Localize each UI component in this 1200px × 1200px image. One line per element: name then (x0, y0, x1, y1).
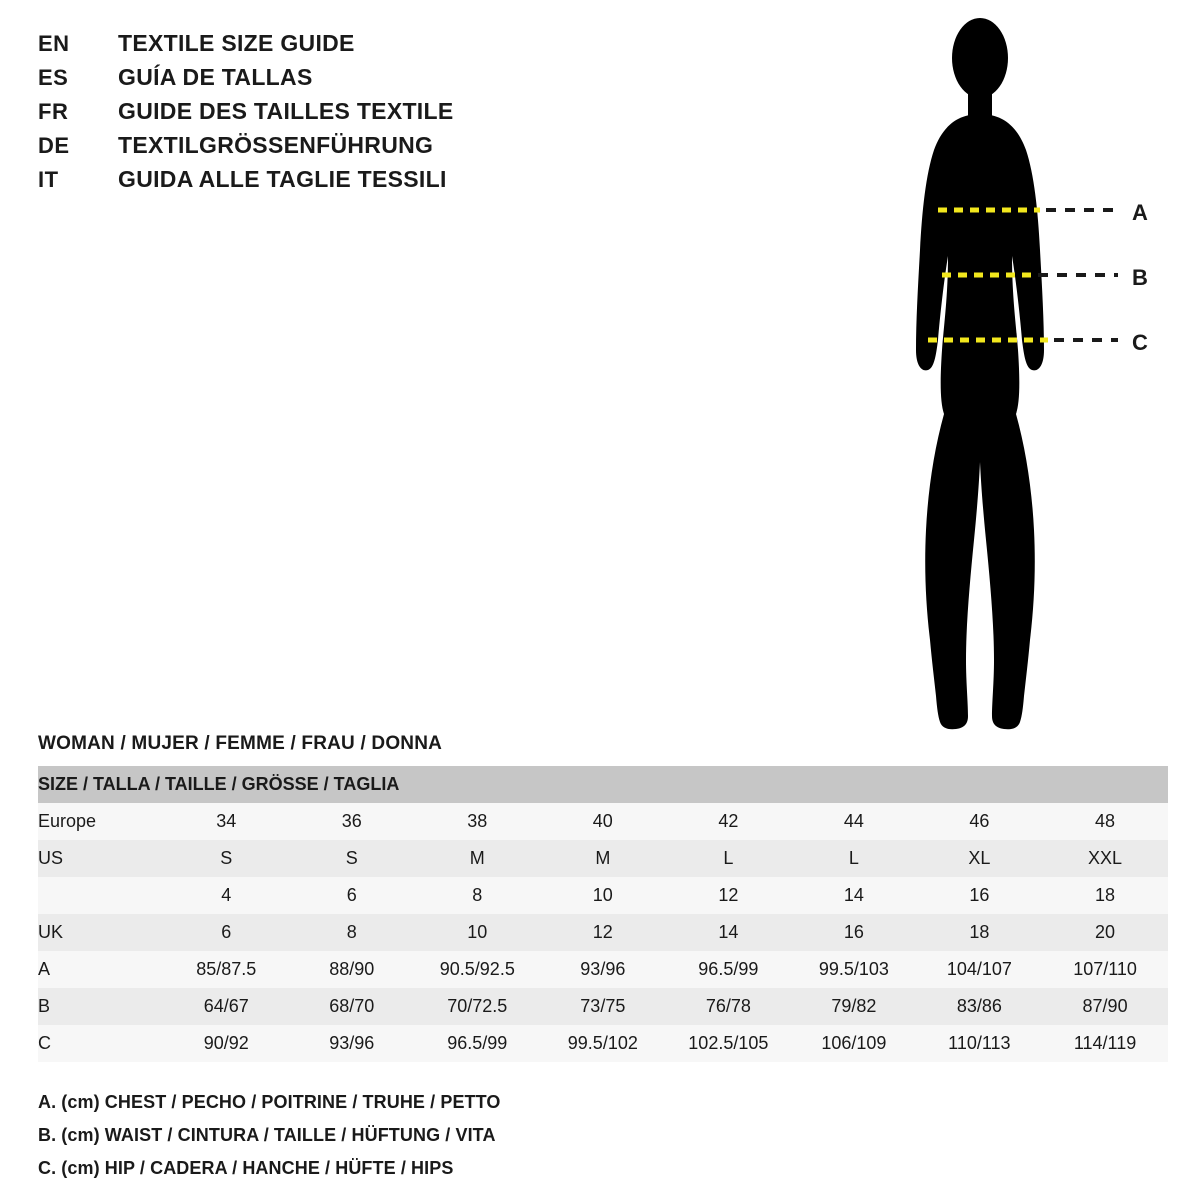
measurement-figure (860, 10, 1190, 750)
cell: 12 (540, 914, 666, 951)
table-row (38, 988, 1168, 1025)
table-header-label: SIZE / TALLA / TAILLE / GRÖSSE / TAGLIA (38, 766, 1168, 803)
table-row (38, 877, 1168, 914)
title-block (38, 30, 558, 200)
marker-label-a: A (1132, 200, 1148, 225)
cell: 8 (289, 914, 415, 951)
cell: 90.5/92.5 (415, 951, 541, 988)
title-lang-fr: FR (38, 99, 69, 124)
cell: 76/78 (666, 988, 792, 1025)
cell: 93/96 (289, 1025, 415, 1062)
title-row-de (38, 132, 558, 166)
row-label: A (38, 951, 164, 988)
cell: 40 (540, 803, 666, 840)
cell: 106/109 (791, 1025, 917, 1062)
cell: 6 (164, 914, 290, 951)
cell: 88/90 (289, 951, 415, 988)
cell: 110/113 (917, 1025, 1043, 1062)
title-text-it: GUIDA ALLE TAGLIE TESSILI (118, 166, 447, 192)
cell: 8 (415, 877, 541, 914)
title-lang-it: IT (38, 167, 59, 192)
row-label: C (38, 1025, 164, 1062)
cell: 16 (791, 914, 917, 951)
row-label: US (38, 840, 164, 877)
table-row (38, 951, 1168, 988)
size-table (38, 766, 1168, 1062)
cell: XXL (1042, 840, 1168, 877)
cell: 96.5/99 (666, 951, 792, 988)
row-label (38, 877, 164, 914)
table-header-row (38, 766, 1168, 803)
cell: 87/90 (1042, 988, 1168, 1025)
cell: 64/67 (164, 988, 290, 1025)
cell: 14 (666, 914, 792, 951)
table-row (38, 914, 1168, 951)
table-row (38, 803, 1168, 840)
cell: 48 (1042, 803, 1168, 840)
footnote-a: A. (cm) CHEST / PECHO / POITRINE / TRUHE / PETTO (38, 1092, 501, 1112)
cell: XL (917, 840, 1043, 877)
title-row-fr (38, 98, 558, 132)
title-text-en: TEXTILE SIZE GUIDE (118, 30, 355, 56)
cell: 18 (917, 914, 1043, 951)
cell: 83/86 (917, 988, 1043, 1025)
title-lang-es: ES (38, 65, 69, 90)
cell: 79/82 (791, 988, 917, 1025)
cell: S (164, 840, 290, 877)
title-row-en (38, 30, 558, 64)
title-text-fr: GUIDE DES TAILLES TEXTILE (118, 98, 454, 124)
cell: S (289, 840, 415, 877)
row-label: B (38, 988, 164, 1025)
title-row-it (38, 166, 558, 200)
cell: L (791, 840, 917, 877)
table-row (38, 1025, 1168, 1062)
cell: 114/119 (1042, 1025, 1168, 1062)
cell: 38 (415, 803, 541, 840)
cell: 104/107 (917, 951, 1043, 988)
measurement-lines (860, 10, 1190, 750)
cell: 4 (164, 877, 290, 914)
cell: M (415, 840, 541, 877)
cell: 102.5/105 (666, 1025, 792, 1062)
size-table-section (38, 733, 1168, 1062)
row-label: UK (38, 914, 164, 951)
section-heading-woman: WOMAN / MUJER / FEMME / FRAU / DONNA (38, 733, 443, 754)
cell: 90/92 (164, 1025, 290, 1062)
title-lang-de: DE (38, 133, 70, 158)
cell: 44 (791, 803, 917, 840)
title-text-es: GUÍA DE TALLAS (118, 64, 313, 90)
cell: 46 (917, 803, 1043, 840)
cell: 70/72.5 (415, 988, 541, 1025)
marker-label-b: B (1132, 265, 1148, 290)
cell: 96.5/99 (415, 1025, 541, 1062)
cell: 85/87.5 (164, 951, 290, 988)
cell: 68/70 (289, 988, 415, 1025)
cell: 42 (666, 803, 792, 840)
cell: 99.5/103 (791, 951, 917, 988)
cell: 10 (415, 914, 541, 951)
cell: 73/75 (540, 988, 666, 1025)
cell: 14 (791, 877, 917, 914)
cell: 93/96 (540, 951, 666, 988)
footnotes (38, 1093, 738, 1192)
cell: 10 (540, 877, 666, 914)
footnote-c: C. (cm) HIP / CADERA / HANCHE / HÜFTE / HIPS (38, 1158, 454, 1178)
cell: 34 (164, 803, 290, 840)
cell: 107/110 (1042, 951, 1168, 988)
row-label: Europe (38, 803, 164, 840)
footnote-b: B. (cm) WAIST / CINTURA / TAILLE / HÜFTUNG / VITA (38, 1125, 496, 1145)
cell: 20 (1042, 914, 1168, 951)
cell: 6 (289, 877, 415, 914)
cell: L (666, 840, 792, 877)
cell: 16 (917, 877, 1043, 914)
title-row-es (38, 64, 558, 98)
cell: 36 (289, 803, 415, 840)
cell: 99.5/102 (540, 1025, 666, 1062)
marker-label-c: C (1132, 330, 1148, 355)
cell: 12 (666, 877, 792, 914)
title-lang-en: EN (38, 31, 70, 56)
title-text-de: TEXTILGRÖSSENFÜHRUNG (118, 132, 434, 158)
cell: 18 (1042, 877, 1168, 914)
cell: M (540, 840, 666, 877)
table-row (38, 840, 1168, 877)
